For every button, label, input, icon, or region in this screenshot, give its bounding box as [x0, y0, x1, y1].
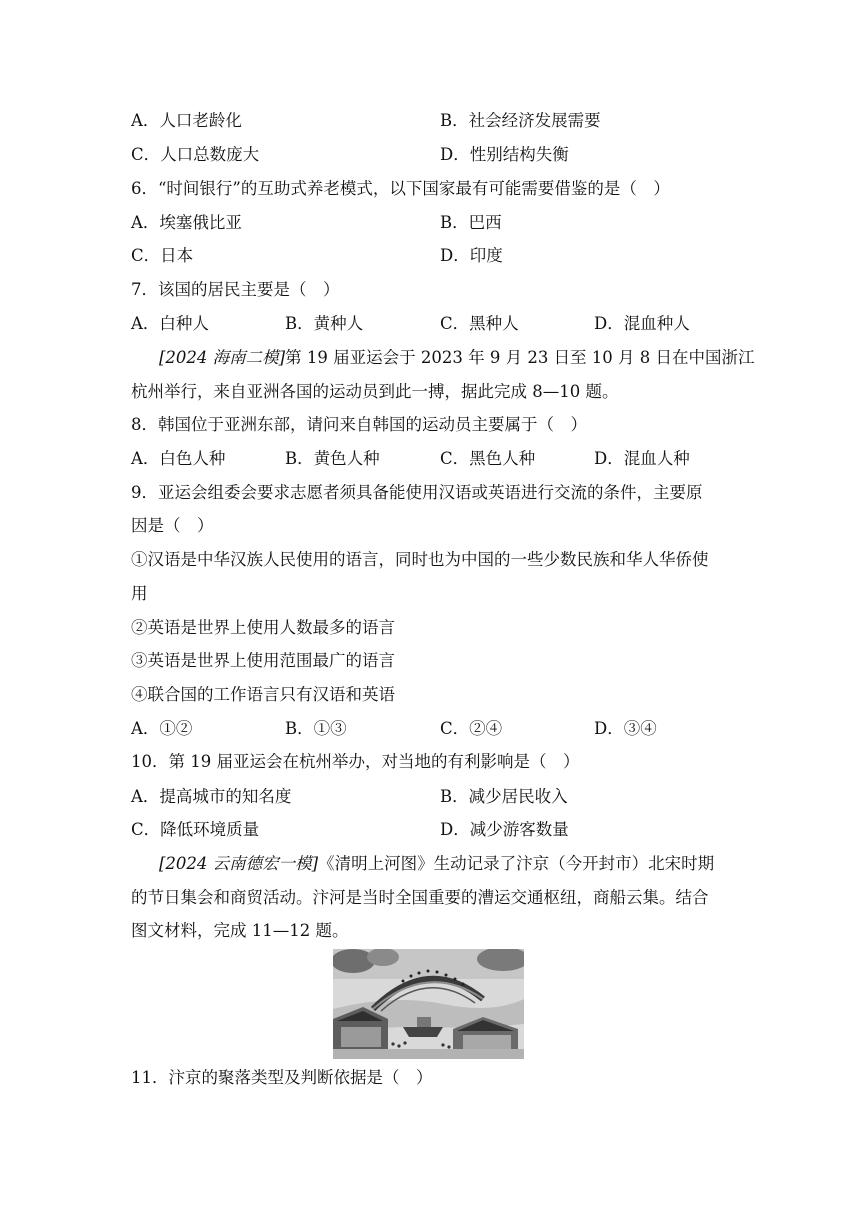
q9-option-d: D．③④ [594, 719, 657, 738]
q9-statement-3: ③英语是世界上使用范围最广的语言 [131, 651, 395, 670]
q9-option-a: A．①② [131, 719, 193, 738]
intro-8-10-line1 [159, 347, 755, 369]
q6-option-b: B．巴西 [440, 213, 502, 232]
q6-option-d: D．印度 [440, 246, 503, 265]
q8-stem: 8．韩国位于亚洲东部，请问来自韩国的运动员主要属于（ ） [131, 415, 587, 434]
q8-option-b: B．黄色人种 [285, 449, 380, 468]
q9-statement-1-line2: 用 [131, 584, 148, 603]
q7-stem: 7．该国的居民主要是（ ） [131, 280, 340, 299]
intro-8-10-source: [2024 海南二模] [159, 348, 286, 367]
q10-option-b: B．减少居民收入 [440, 787, 568, 806]
q7-option-c: C．黑种人 [440, 314, 519, 333]
intro-11-12-line3: 图文材料，完成 11—12 题。 [131, 921, 349, 940]
q6-option-c: C．日本 [131, 246, 194, 265]
q5-option-c: C．人口总数庞大 [131, 145, 260, 164]
intro-11-12-line1 [159, 853, 714, 875]
intro-8-10-text: 第 19 届亚运会于 2023 年 9 月 23 日至 10 月 8 日在中国浙江 [285, 348, 755, 367]
q8-option-d: D．混血人种 [594, 449, 690, 468]
q9-statement-2: ②英语是世界上使用人数最多的语言 [131, 618, 395, 637]
q9-option-b: B．①③ [285, 719, 347, 738]
q6-option-a: A．埃塞俄比亚 [131, 213, 242, 232]
q9-statement-1-line1: ①汉语是中华汉族人民使用的语言，同时也为中国的一些少数民族和华人华侨使 [131, 550, 709, 569]
intro-11-12-text: 《清明上河图》生动记录了汴京（今开封市）北宋时期 [318, 854, 715, 873]
q7-option-a: A．白种人 [131, 314, 209, 333]
q9-option-c: C．②④ [440, 719, 503, 738]
q7-option-d: D．混血种人 [594, 314, 690, 333]
q10-option-a: A．提高城市的知名度 [131, 787, 292, 806]
q6-stem: 6．“时间银行”的互助式养老模式，以下国家最有可能需要借鉴的是（ ） [131, 179, 670, 198]
q5-option-d: D．性别结构失衡 [440, 145, 569, 164]
q9-stem-line1: 9．亚运会组委会要求志愿者须具备能使用汉语或英语进行交流的条件，主要原 [131, 483, 703, 502]
q5-option-a: A．人口老龄化 [131, 111, 242, 130]
q9-statement-4: ④联合国的工作语言只有汉语和英语 [131, 685, 395, 704]
q8-option-c: C．黑色人种 [440, 449, 536, 468]
q10-option-d: D．减少游客数量 [440, 820, 569, 839]
q11-stem: 11．汴京的聚落类型及判断依据是（ ） [131, 1068, 433, 1087]
intro-11-12-source: [2024 云南德宏一模] [159, 854, 319, 873]
qingming-painting-image [333, 949, 524, 1059]
q9-stem-line2: 因是（ ） [131, 516, 214, 535]
q5-option-b: B．社会经济发展需要 [440, 111, 601, 130]
intro-11-12-line2: 的节日集会和商贸活动。汴河是当时全国重要的漕运交通枢纽，商船云集。结合 [131, 888, 709, 907]
q10-option-c: C．降低环境质量 [131, 820, 260, 839]
intro-8-10-line2: 杭州举行，来自亚洲各国的运动员到此一搏，据此完成 8—10 题。 [131, 382, 619, 401]
q8-option-a: A．白色人种 [131, 449, 226, 468]
q7-option-b: B．黄种人 [285, 314, 364, 333]
q10-stem: 10．第 19 届亚运会在杭州举办，对当地的有利影响是（ ） [131, 752, 580, 771]
